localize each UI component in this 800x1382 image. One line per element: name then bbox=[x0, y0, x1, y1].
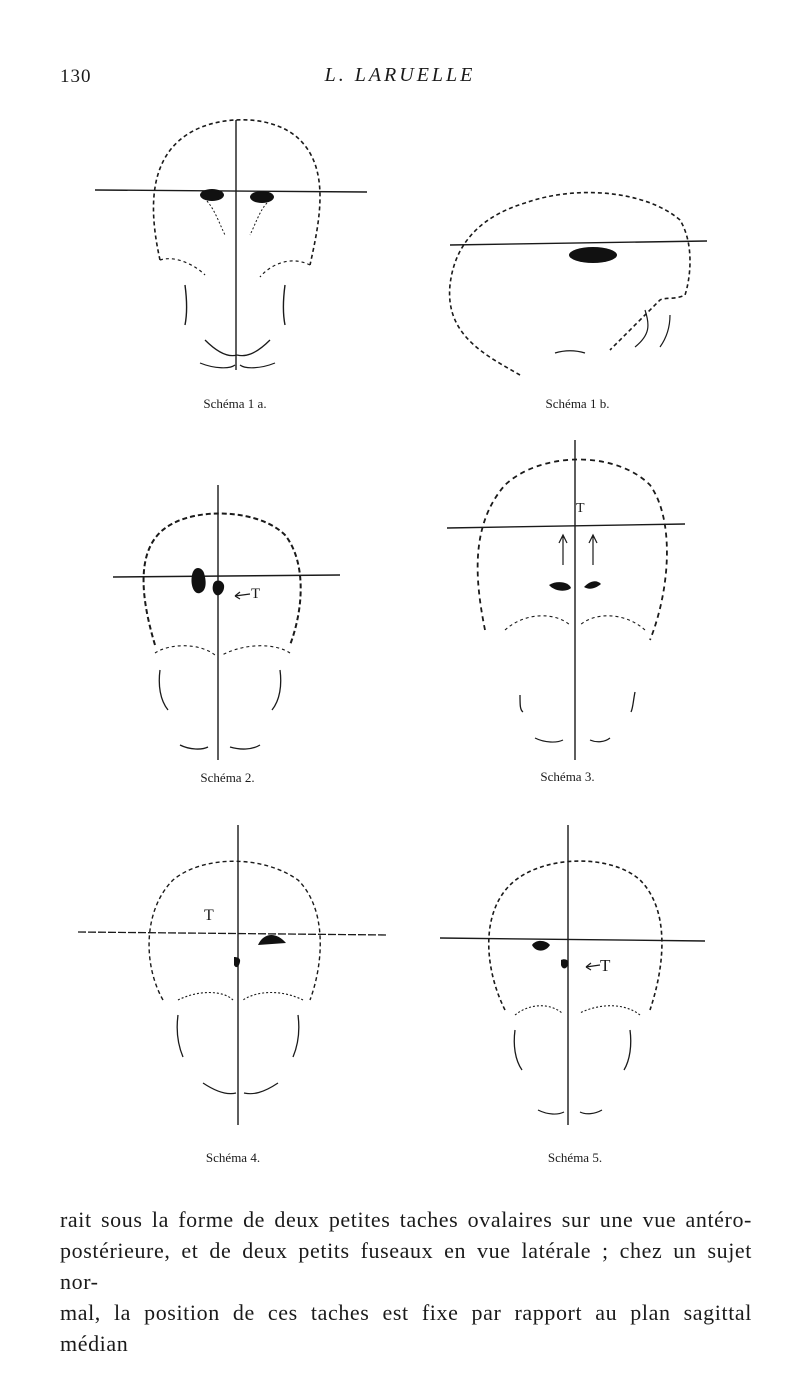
body-line: postérieure, et de deux petits fuseaux en vue latérale ; chez un sujet nor- bbox=[60, 1238, 752, 1294]
schema-1b-figure bbox=[445, 185, 710, 415]
schema-2-drawing bbox=[110, 485, 345, 765]
body-text bbox=[60, 1204, 752, 1359]
schema-3-spot-right bbox=[584, 581, 601, 588]
schema-5-label: T bbox=[600, 956, 611, 975]
schema-1a-spot-left bbox=[200, 189, 224, 201]
body-line: mal, la position de ces taches est fixe par rapport au plan sagittal médian bbox=[60, 1300, 752, 1356]
schema-1a-drawing bbox=[95, 115, 375, 375]
schema-5-spot-left bbox=[532, 941, 550, 951]
schema-1b-drawing bbox=[445, 185, 710, 385]
schema-1a-spot-right bbox=[250, 191, 274, 203]
schema-2-label: T bbox=[251, 586, 261, 602]
schema-2-spot-right bbox=[213, 581, 225, 596]
schema-4-caption: Schéma 4. bbox=[205, 1150, 261, 1165]
schema-3-caption: Schéma 3. bbox=[540, 769, 595, 784]
schema-3-drawing bbox=[445, 440, 690, 760]
schema-3-figure bbox=[445, 440, 690, 785]
schema-4-spot-right bbox=[258, 935, 286, 945]
page-number: 130 bbox=[60, 66, 92, 87]
schema-1a-caption: Schéma 1 a. bbox=[203, 396, 267, 411]
schema-2-caption: Schéma 2. bbox=[200, 770, 255, 785]
schema-3-label: T bbox=[576, 501, 585, 516]
schema-3-spot-left bbox=[549, 582, 571, 591]
schema-4-drawing bbox=[78, 825, 388, 1125]
schema-5-caption: Schéma 5. bbox=[547, 1150, 603, 1165]
schema-4-label: T bbox=[204, 907, 214, 924]
body-line: rait sous la forme de deux petites taches ovalaires sur une vue antéro- bbox=[60, 1207, 752, 1232]
schema-4-spot-center bbox=[234, 957, 240, 967]
schema-5-figure bbox=[440, 825, 710, 1165]
running-head: L. LARUELLE bbox=[324, 64, 476, 86]
schema-1a-figure bbox=[95, 115, 375, 415]
schema-1b-caption: Schéma 1 b. bbox=[545, 396, 610, 411]
schema-5-drawing bbox=[440, 825, 710, 1125]
schema-2-figure bbox=[110, 485, 345, 785]
schema-1b-spot bbox=[569, 247, 617, 263]
schema-4-figure bbox=[78, 825, 388, 1165]
schema-2-spot-left bbox=[191, 568, 205, 593]
